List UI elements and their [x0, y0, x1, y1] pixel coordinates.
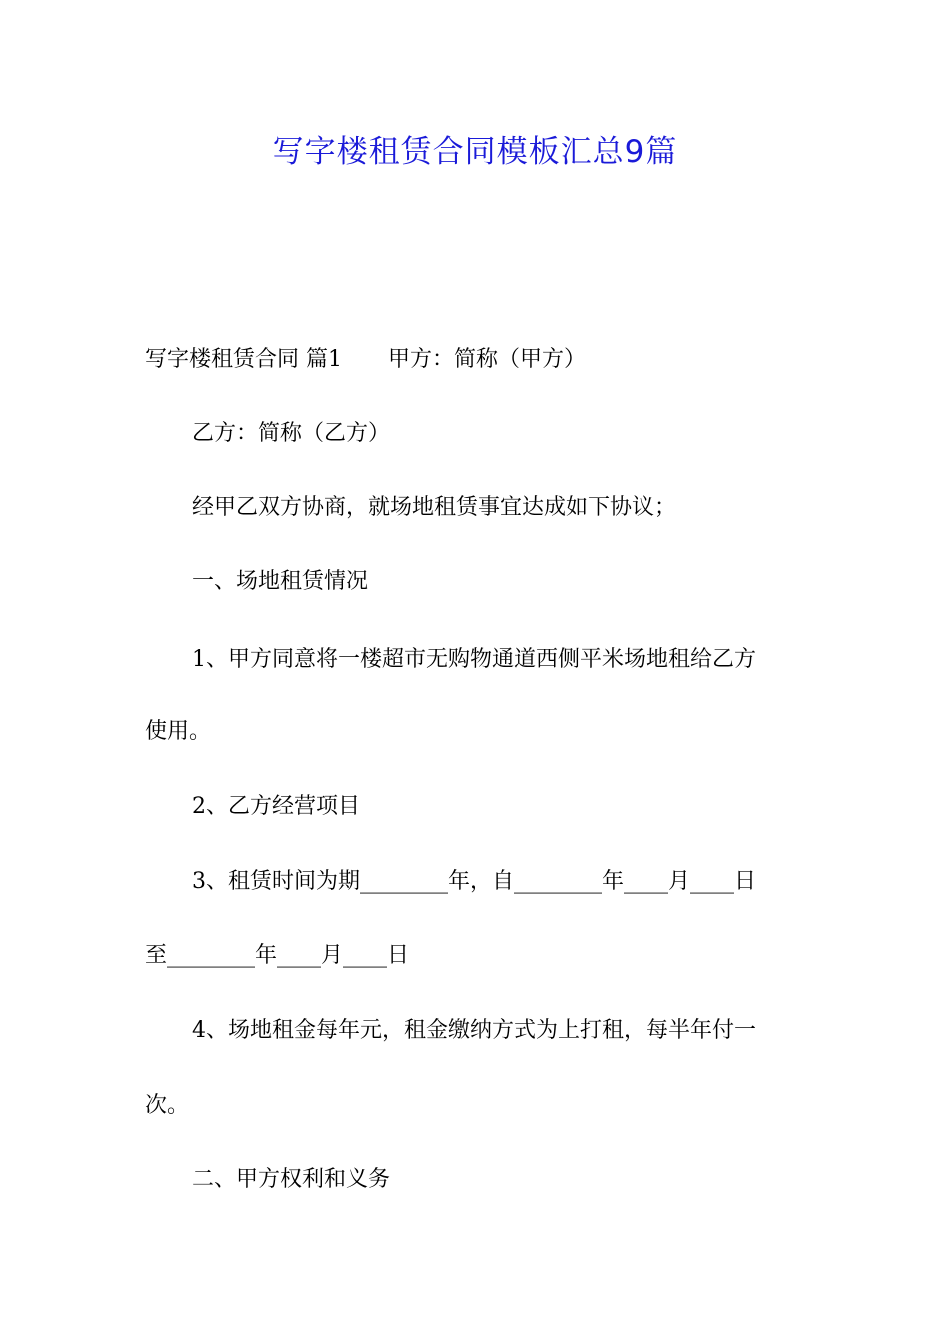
clause-1-line-2: 使用。	[145, 719, 212, 744]
contract-heading-line	[145, 344, 810, 376]
section-heading-2: 二、甲方权利和义务	[192, 1167, 391, 1192]
clause-2: 2、乙方经营项目	[192, 794, 360, 819]
clause-4-line-1: 4、场地租金每年元，租金缴纳方式为上打租，每半年付一	[192, 1018, 756, 1043]
contract-heading: 写字楼租赁合同 篇1	[145, 347, 342, 372]
section-heading-1: 一、场地租赁情况	[192, 569, 369, 594]
clause-3-line-2: 至________年____月____日	[145, 943, 410, 968]
party-b-line: 乙方：简称（乙方）	[192, 421, 391, 446]
clause-3-line-1: 3、租赁时间为期________年，自________年____月____日	[192, 869, 756, 894]
preamble-paragraph: 经甲乙双方协商，就场地租赁事宜达成如下协议；	[192, 495, 677, 520]
clause-1-line-1: 1、甲方同意将一楼超市无购物通道西侧平米场地租给乙方	[192, 647, 756, 672]
page-title: 写字楼租赁合同模板汇总9篇	[272, 134, 678, 170]
clause-4-line-2: 次。	[145, 1093, 190, 1118]
party-a-line: 甲方：简称（甲方）	[388, 347, 587, 372]
